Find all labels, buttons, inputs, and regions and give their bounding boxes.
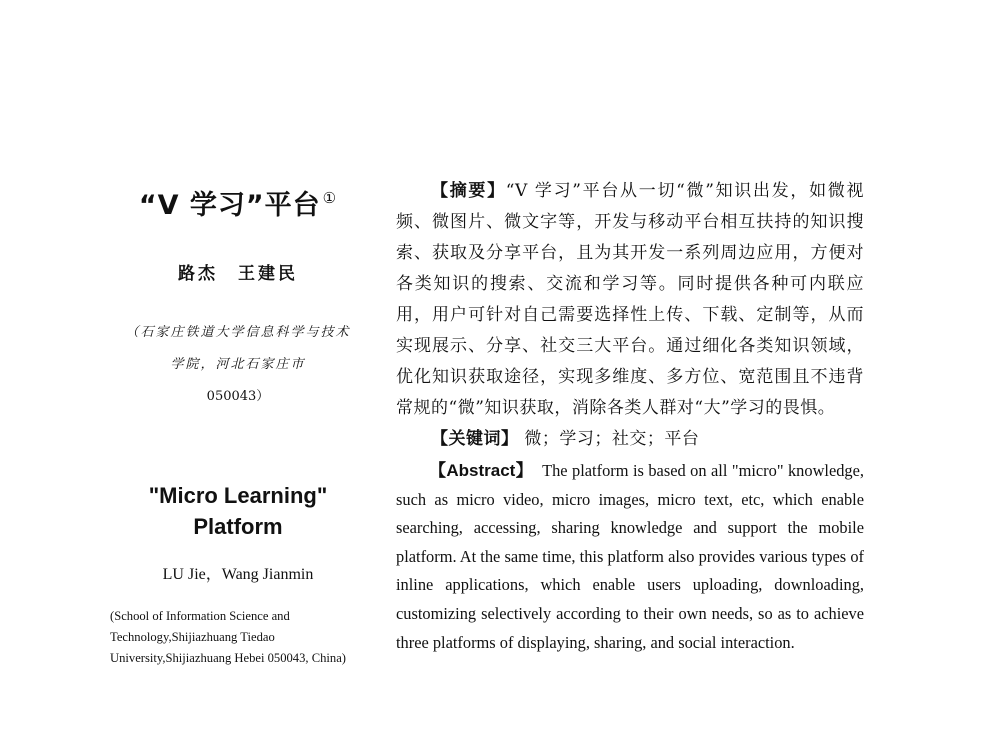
chinese-affiliation-text: （石家庄铁道大学信息科学与技术学院，河北石家庄市 <box>125 325 351 372</box>
english-affiliation: (School of Information Science and Technology,Shijiazhuang Tiedao University,Shijiazhuang Hebei 050043, China) <box>110 609 346 665</box>
chinese-title-text: “V 学习”平台 <box>138 190 321 221</box>
chinese-affiliation-zip: 050043） <box>206 389 270 404</box>
footnote-marker: ① <box>322 189 338 207</box>
chinese-affiliation <box>123 317 353 413</box>
title-block <box>108 170 368 669</box>
keywords-text: 微；学习；社交；平台 <box>524 429 700 449</box>
english-authors: LU Jie，Wang Jianmin <box>162 566 314 583</box>
english-abstract-text: The platform is based on all "micro" knowledge, such as micro video, micro images, micro text, etc, which enable searching, accessing, sharing knowledge and support the mobile platform. At the same time, this platform also provides various types of inline applications, which enable users uploading, downloading, customizing selectively according to their own needs, so as to achieve three platforms of displaying, sharing, and social interaction. <box>396 461 864 652</box>
chinese-keywords <box>396 424 864 455</box>
chinese-abstract-label: 【摘要】 <box>431 181 506 201</box>
english-abstract <box>396 457 864 657</box>
english-title: "Micro Learning" Platform <box>148 483 328 539</box>
chinese-authors: 路杰 王建民 <box>178 264 298 284</box>
english-abstract-label: 【Abstract】 <box>429 461 534 480</box>
chinese-abstract-text: “V 学习”平台从一切“微”知识出发，如微视频、微图片、微文字等，开发与移动平台相互扶持的知识搜索、获取及分享平台，且为其开发一系列周边应用，方便对各类知识的搜索、交流和学习等。同时提供各种可内联应用，用户可针对自己需要选择性上传、下载、定制等，从而实现展示、分享、社交三大平台。通过细化各类知识领域，优化知识获取途径，实现多维度、多方位、宽范围且不违背常规的“微”知识获取，消除各类人群对“大”学习的畏惧。 <box>396 181 864 418</box>
abstract-block <box>396 176 864 657</box>
chinese-abstract <box>396 176 864 424</box>
chinese-title <box>108 170 368 221</box>
keywords-label: 【关键词】 <box>431 429 519 449</box>
